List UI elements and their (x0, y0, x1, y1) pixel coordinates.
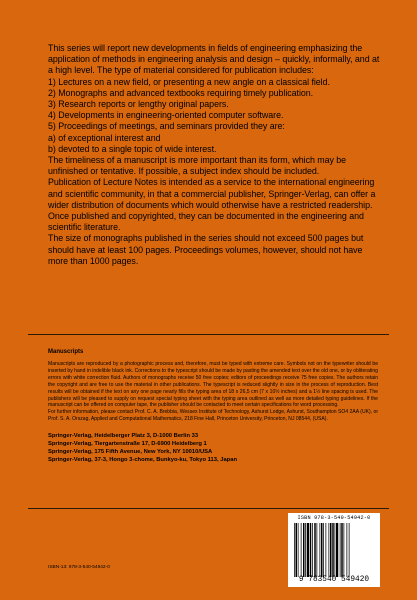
barcode-bar (341, 523, 343, 577)
address-line: Springer-Verlag, Tiergartenstraße 17, D-6900 Heidelberg 1 (48, 441, 207, 447)
barcode-bar (329, 523, 330, 577)
barcode-bar (294, 523, 295, 577)
barcode-bar (301, 523, 302, 577)
publication-paragraph: Publication of Lecture Notes is intended as a service to the international engineering and scientific community, in that a commercial publisher, Springer-Verlag, can offer a wider distribution of documents which would otherwise have a restricted readership. Once published and copyrighted, they can be documented in the engineering and scientific literature. (48, 177, 376, 233)
contact-paragraph: For further information, please contact Prof. C. A. Brebbia, Wessex Institute of Technology, Ashurst Lodge, Ashurst, Southampton SO4 2AA (UK), or Prof. S. A. Orszag, Applied and Computational Mathematics, 218 Fine Hall, Princeton University, Princeton, NJ 08544, (USA). (48, 409, 378, 423)
series-description (48, 43, 384, 267)
list-item: 3) Research reports or lengthy original papers. (48, 99, 229, 110)
barcode-bar (314, 523, 316, 577)
barcode-bar (298, 523, 299, 577)
publisher-addresses (48, 432, 237, 464)
list-item: 2) Monographs and advanced textbooks requiring timely publication. (48, 87, 314, 98)
barcode-bar (310, 523, 312, 577)
address-line: Springer-Verlag, Heidelberger Platz 3, D-1000 Berlin 33 (48, 433, 199, 439)
size-paragraph: The size of monographs published in the series should not exceed 500 pages but should have at least 100 pages. Proceedings volumes, however, should not have more than 1000 pages. (48, 233, 364, 266)
barcode-bar (320, 523, 321, 577)
series-intro-paragraph: This series will report new developments in fields of engineering emphasizing the application of methods in engineering analysis and design – quickly, informally, and at a high level. The type of material considered for publication includes: (48, 43, 380, 76)
barcode-bar (303, 523, 305, 577)
sub-list-item: b) devoted to a single topic of wide interest. (48, 143, 217, 154)
barcode-bar (305, 523, 306, 577)
timeliness-paragraph: The timeliness of a manuscript is more important than its form, which may be unfinished or tentative. If possible, a subject index should be included. (48, 155, 347, 177)
list-item: 5) Proceedings of meetings, and seminars provided they are: (48, 121, 285, 132)
barcode-bar (340, 523, 341, 577)
barcode-bar (296, 523, 298, 577)
barcode-panel (288, 513, 380, 587)
manuscripts-paragraph: Manuscripts are reproduced by a photographic process and, therefore, must be typed with extreme care. Symbols not on the typewriter should be inserted by hand in indelible black ink. Corrections to the typescript should be made by pasting the amended text over the old one, or by obliterating errors with white correction fluid. Authors of monographs receive 50 free copies; editors of proceedings receive 75 free copies. The authors retain the copyright and are free to use the material in other publications. The typescript is reduced slightly in size in the process of reproduction. Best results will be obtained if the text on any one page nearly fills the typing area of 18 x 26,5 cm (7 x 10½ inches) and a 1½ line spacing is used. The publishers will be pleased to supply on request special typing sheet with the typing area outlined as well as more detailed typing guidelines. If the manuscript can be offered on computer tape, the publisher should be contacted to meet certain specifications for word processing. (48, 361, 378, 409)
address-line: Springer-Verlag, 175 Fifth Avenue, New York, NY 10010/USA (48, 449, 213, 455)
divider-top (28, 334, 389, 335)
barcode-bar (307, 523, 309, 577)
address-line: Springer-Verlag, 37-3, Hongo 3-chome, Bunkyo-ku, Tokyo 113, Japan (48, 457, 237, 463)
sub-list-item: a) of exceptional interest and (48, 132, 161, 143)
barcode-bar (330, 523, 332, 577)
list-item: 1) Lectures on a new field, or presenting a new angle on a classical field. (48, 76, 330, 87)
list-item: 4) Developments in engineering-oriented computer software. (48, 110, 284, 121)
barcode-bar (349, 523, 350, 577)
barcode-bar (312, 523, 313, 577)
barcode-bar (317, 523, 318, 577)
barcode-bar (336, 523, 338, 577)
barcode-isbn-label: ISBN 978-3-540-54942-0 (297, 515, 371, 521)
barcode-bar (332, 523, 334, 577)
divider-bottom (28, 508, 389, 509)
manuscripts-body (48, 361, 378, 423)
barcode-digits: 9 783540 549420 (298, 576, 370, 584)
barcode-bar (344, 523, 345, 577)
isbn-13-text: ISBN-13: 978-3-540-54942-0 (48, 565, 110, 570)
barcode-bar (323, 523, 324, 577)
manuscripts-heading: Manuscripts (48, 349, 84, 355)
barcode-bar (335, 523, 336, 577)
barcode-bar (347, 523, 348, 577)
barcode-bars (294, 523, 374, 577)
barcode-bar (326, 523, 327, 577)
barcode-bar (321, 523, 323, 577)
